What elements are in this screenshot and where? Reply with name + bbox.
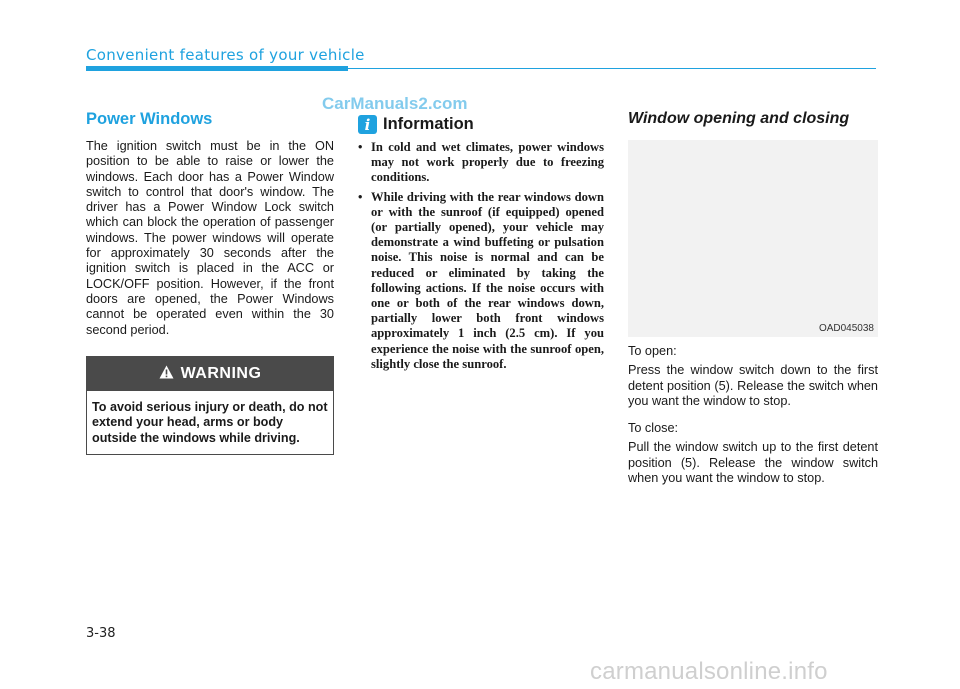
top-watermark: CarManuals2.com: [322, 94, 468, 113]
warning-triangle-icon: [159, 365, 174, 384]
power-windows-body: The ignition switch must be in the ON position to be able to raise or lower the windows. Each door has a Power Window switch to control that door's window. The driver has a Power Window Lock switch which can block the operation of passenger windows. The power windows will operate for approximately 30 seconds after the ignition switch is placed in the ACC or LOCK/OFF position. However, if the front doors are opened, the Power Windows cannot be operated even within the 30 second period.: [86, 139, 334, 337]
warning-header: [87, 357, 333, 391]
header-rule: [348, 68, 876, 69]
image-code: OAD045038: [818, 323, 874, 334]
warning-text: To avoid serious injury or death, do not extend your head, arms or body outside the windows while driving.: [92, 400, 328, 445]
list-item: • In cold and wet climates, power windows may not work properly due to freezing conditions.: [358, 140, 604, 186]
section-header-title: Convenient features of your vehicle: [86, 46, 365, 64]
window-switch-illustration: [628, 140, 878, 337]
power-windows-title: Power Windows: [86, 110, 213, 128]
warning-box: [86, 356, 334, 455]
window-instructions: [628, 344, 878, 486]
info-icon: i: [358, 115, 377, 134]
close-text: Pull the window switch up to the first detent position (5). Release the window switch when you want the window to stop.: [628, 440, 878, 486]
open-text: Press the window switch down to the first detent position (5). Release the switch when you want the window to stop.: [628, 363, 878, 408]
information-header: [358, 115, 604, 134]
close-label: To close:: [628, 421, 679, 436]
information-list: [358, 140, 604, 372]
power-windows-section: [86, 110, 334, 338]
window-opening-title: Window opening and closing: [628, 110, 850, 127]
page-number: 3-38: [86, 626, 116, 641]
window-opening-section: [628, 110, 878, 128]
footer-watermark: carmanualsonline.info: [590, 658, 828, 685]
warning-label: WARNING: [180, 365, 262, 382]
information-section: [358, 115, 604, 376]
information-title: Information: [383, 115, 474, 133]
header-accent-bar: [86, 66, 348, 71]
list-item: • While driving with the rear windows down or with the sunroof (if equipped) opened (or partially opened), your vehicle may demonstrate a wind buffeting or pulsation noise. This noise is normal and can be reduced or eliminated by taking the following actions. If the noise occurs with one or both of the rear windows down, partially lower both front windows approximately 1 inch (2.5 cm). If you experience the noise with the sunroof open, slightly close the sunroof.: [358, 190, 604, 372]
open-label: To open:: [628, 344, 677, 358]
